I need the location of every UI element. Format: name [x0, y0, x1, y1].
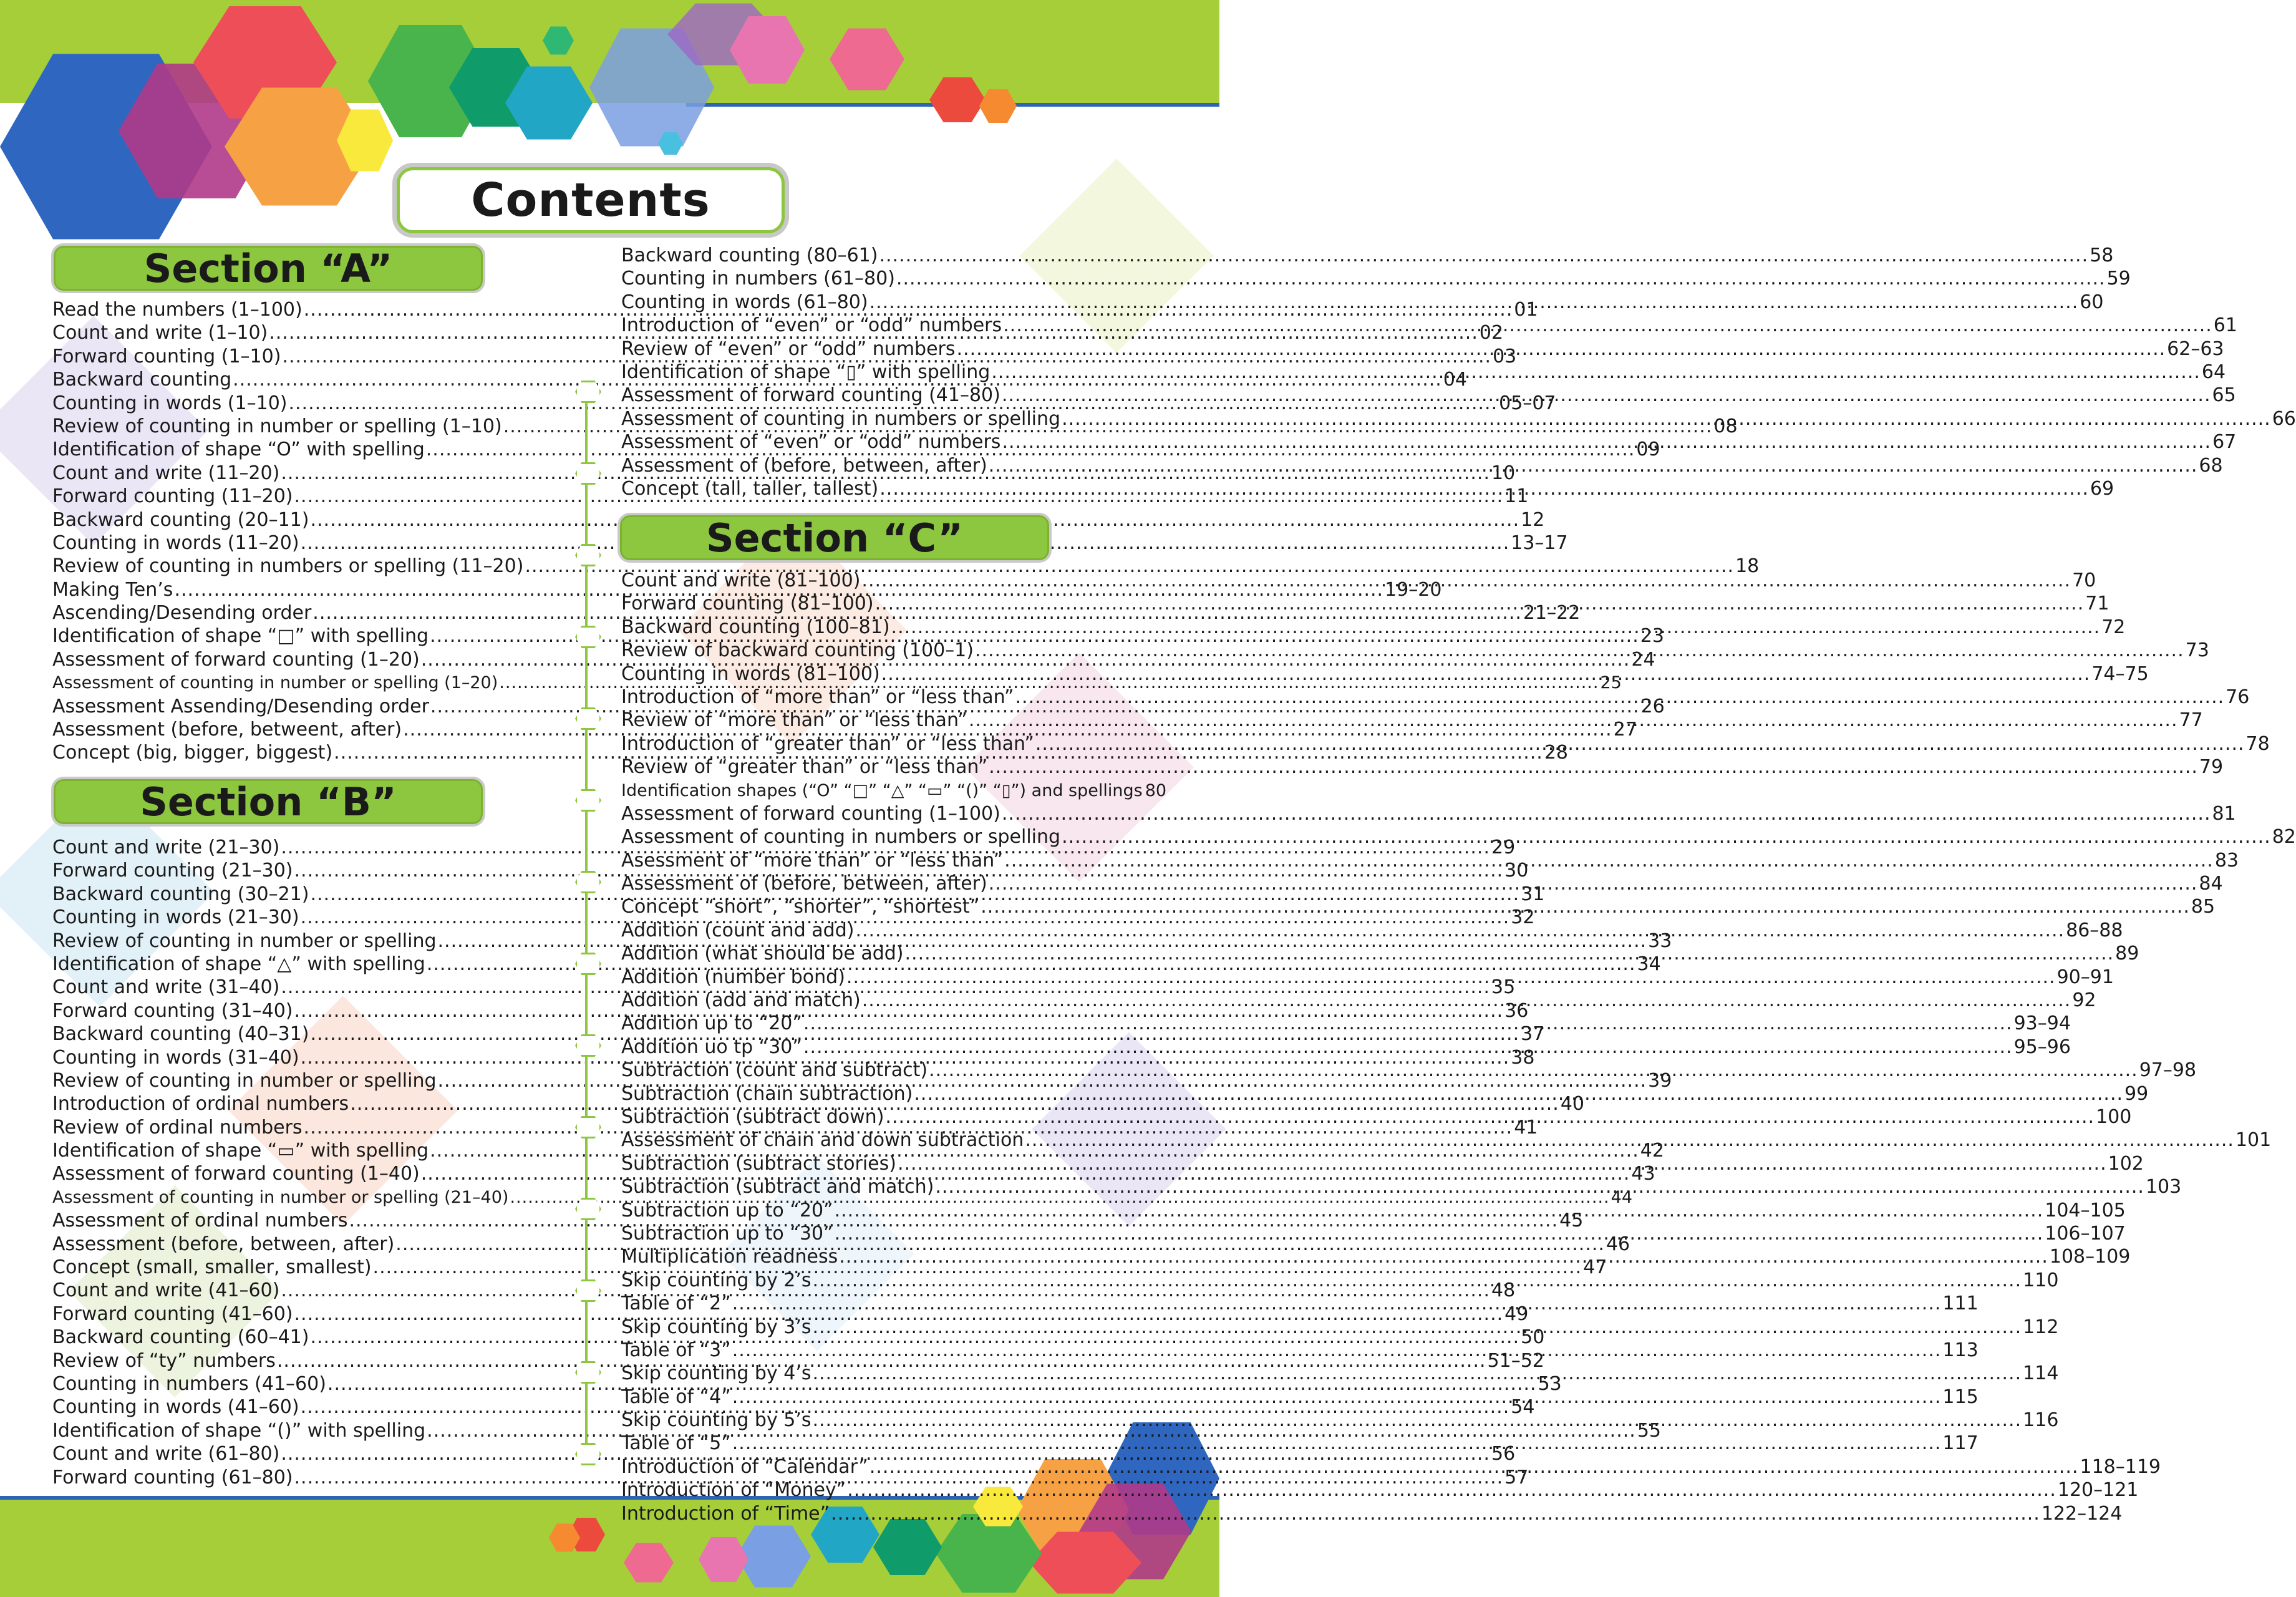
toc-entry-title: Review of counting in number or spelling	[52, 1069, 437, 1092]
toc-entry-page: 02	[1479, 322, 1504, 344]
toc-entry-page: 114	[2023, 1362, 2059, 1385]
toc-entry-page: 35	[1491, 976, 1516, 999]
toc-entry-title: Count and write (11–20)	[52, 462, 280, 484]
toc-entry-title: Subtraction up to “30”	[621, 1222, 833, 1245]
toc-leader-dots	[812, 1316, 2022, 1339]
toc-leader-dots	[861, 569, 2071, 592]
toc-leader-dots	[879, 244, 2088, 267]
toc-leader-dots	[812, 1409, 2022, 1432]
toc-leader-dots	[891, 616, 2101, 639]
toc-entry-page: 85	[2191, 896, 2216, 918]
toc-entry-title: Table of “5”	[621, 1432, 731, 1455]
toc-entry-title: Count and write (81–100)	[621, 570, 861, 591]
toc-entry-title: Assessment of forward counting (1–40)	[52, 1163, 420, 1185]
toc-leader-dots	[929, 1059, 2138, 1082]
toc-leader-dots	[835, 1222, 2044, 1245]
toc-entry-page: 60	[2080, 291, 2104, 313]
toc-entry-title: Counting in words (81–100)	[621, 663, 880, 685]
toc-entry	[621, 779, 1167, 802]
toc-entry	[621, 1478, 2139, 1502]
toc-entry-page: 116	[2023, 1409, 2059, 1432]
toc-leader-dots	[869, 1455, 2079, 1478]
toc-leader-dots	[885, 1105, 2095, 1129]
toc-entry-title: Multiplication readness	[621, 1246, 838, 1268]
toc-leader-dots	[862, 989, 2071, 1012]
toc-entry-title: Identification of shape “O” with spelling	[52, 439, 425, 461]
toc-leader-dots	[981, 895, 2190, 918]
toc-leader-dots	[847, 1478, 2056, 1502]
toc-entry-page: 59	[2106, 268, 2131, 290]
toc-entry-page: 101	[2235, 1129, 2272, 1152]
toc-entry-page: 111	[1942, 1293, 1979, 1315]
toc-entry-page: 92	[2072, 989, 2096, 1012]
toc-entry-title: Assessment of counting in number or spelling (1–20)	[52, 673, 498, 693]
toc-entry-title: Addition up to “20”	[621, 1012, 802, 1035]
section-a-banner	[51, 243, 485, 293]
toc-entry-title: Addition (number bond)	[621, 966, 845, 988]
toc-entry-title: Forward counting (31–40)	[52, 999, 293, 1022]
toc-entry-page: 51–52	[1487, 1349, 1544, 1372]
toc-entry-title: Concept (small, smaller, smallest)	[52, 1256, 372, 1279]
toc-entry-page: 47	[1583, 1256, 1607, 1279]
toc-entry-title: Counting in numbers (61–80)	[621, 268, 895, 290]
toc-entry-title: Skip counting by 4’s	[621, 1362, 811, 1385]
toc-entry-title: Review of backward counting (100–1)	[621, 639, 974, 662]
toc-entry-title: Identification of shape “△” with spelling	[52, 953, 425, 975]
toc-entry-title: Count and write (1–10)	[52, 322, 268, 344]
toc-entry-title: Count and write (21–30)	[52, 837, 280, 858]
toc-entry-page: 01	[1514, 299, 1538, 321]
toc-entry-page: 18	[1735, 555, 1760, 578]
toc-entry-title: Forward counting (21–30)	[52, 860, 293, 882]
toc-leader-dots	[957, 337, 2166, 361]
toc-entry-page: 12	[1521, 508, 1545, 531]
toc-leader-dots	[1002, 802, 2211, 825]
toc-entry-title: Concept “short”, “shorter”, “shortest”	[621, 896, 980, 918]
toc-entry-title: Identification of shape “▯” with spelling	[621, 361, 991, 383]
toc-entry-page: 67	[2212, 431, 2237, 454]
toc-entry-page: 08	[1713, 415, 1738, 437]
toc-entry-title: Asessment of “more than” or “less than”	[621, 849, 1004, 871]
toc-entry-page: 29	[1491, 837, 1516, 858]
toc-entry-title: Assessment of chain and down subtraction	[621, 1129, 1024, 1152]
toc-leader-dots	[1025, 1129, 2234, 1152]
toc-leader-dots	[989, 454, 2198, 477]
toc-leader-dots	[732, 1292, 1942, 1315]
toc-entry-title: Review of counting in numbers or spelling (11–20)	[52, 555, 524, 578]
toc-entry-page: 55	[1637, 1419, 1661, 1442]
toc-entry-page: 83	[2214, 849, 2239, 871]
toc-entry-title: Concept (big, bigger, biggest)	[52, 742, 333, 764]
toc-entry-page: 78	[2245, 732, 2270, 755]
toc-entry-page: 46	[1606, 1233, 1630, 1255]
toc-leader-dots	[898, 1152, 2107, 1175]
toc-entry-title: Table of “4”	[621, 1386, 731, 1408]
toc-leader-dots	[1004, 849, 2214, 872]
toc-entry-title: Subtraction up to “20”	[621, 1199, 833, 1221]
toc-entry-page: 09	[1636, 439, 1660, 461]
section-c-heading: Section “C”	[706, 515, 963, 561]
toc-leader-dots	[1015, 686, 2225, 709]
toc-leader-dots	[879, 477, 2089, 500]
toc-entry-page: 13–17	[1511, 532, 1568, 554]
toc-entry-page: 11	[1504, 485, 1529, 508]
toc-entry-title: Counting in words (61–80)	[621, 291, 868, 313]
toc-entry-page: 54	[1511, 1396, 1535, 1419]
toc-leader-dots	[803, 1036, 2013, 1059]
toc-entry-title: Skip counting by 3’s	[621, 1316, 811, 1338]
toc-entry-title: Backward counting (100–81)	[621, 616, 890, 638]
toc-entry-title: Count and write (61–80)	[52, 1443, 280, 1465]
toc-entry-title: Review of “more than” or “less than”	[621, 709, 967, 732]
toc-entry-page: 118–119	[2080, 1455, 2161, 1478]
toc-leader-dots	[835, 1199, 2044, 1222]
toc-entry-page: 110	[2023, 1269, 2059, 1291]
toc-leader-dots	[1035, 732, 2245, 755]
toc-entry-page: 81	[2212, 802, 2236, 825]
toc-leader-dots	[869, 291, 2079, 314]
toc-entry-page: 95–96	[2013, 1036, 2071, 1058]
toc-entry-title: Subtraction (subtract down)	[621, 1105, 884, 1128]
toc-entry-page: 68	[2199, 454, 2223, 477]
toc-entry-title: Review of ordinal numbers	[52, 1116, 303, 1138]
toc-entry-page: 76	[2226, 686, 2250, 708]
toc-entry-title: Ascending/Desending order	[52, 602, 312, 624]
toc-entry-title: Review of “greater than” or “less than”	[621, 756, 988, 779]
toc-entry-title: Backward counting (80–61)	[621, 245, 878, 266]
toc-entry-title: Introduction of “even” or “odd” numbers	[621, 314, 1002, 337]
toc-entry-title: Introduction of “more than” or “less than”	[621, 686, 1014, 708]
toc-entry-page: 72	[2101, 616, 2126, 638]
toc-entry-title: Assessment of ordinal numbers	[52, 1210, 348, 1232]
toc-entry-title: Subtraction (chain subtraction)	[621, 1082, 913, 1105]
toc-entry-page: 31	[1521, 883, 1545, 905]
toc-entry-page: 42	[1640, 1140, 1664, 1162]
toc-entry-title: Assessment of (before, between, after)	[621, 454, 987, 477]
toc-leader-dots	[732, 1432, 1942, 1455]
toc-leader-dots	[1002, 430, 2211, 454]
toc-leader-dots	[989, 755, 2198, 779]
toc-entry-title: Skip counting by 2’s	[621, 1269, 811, 1291]
toc-entry-page: 66	[2272, 407, 2296, 430]
section-b-heading: Section “B”	[140, 779, 397, 825]
contents-title-box	[397, 167, 785, 233]
toc-entry-title: Forward counting (81–100)	[621, 593, 874, 615]
toc-entry-title: Count and write (41–60)	[52, 1279, 280, 1302]
toc-entry	[621, 267, 2131, 290]
toc-leader-dots	[969, 709, 2178, 732]
toc-entry-title: Addition (what should be add)	[621, 943, 904, 965]
toc-entry-title: Introduction of “Time”	[621, 1502, 830, 1525]
toc-entry-title: Introduction of “Money”	[621, 1479, 846, 1502]
toc-entry-page: 25	[1600, 673, 1622, 693]
toc-entry-page: 39	[1648, 1069, 1672, 1092]
toc-entry	[52, 555, 1760, 578]
toc-entry-page: 23	[1640, 625, 1664, 648]
toc-entry-page: 100	[2096, 1105, 2132, 1128]
toc-entry-title: Backward counting (60–41)	[52, 1326, 309, 1349]
toc-entry-page: 62–63	[2167, 337, 2224, 360]
toc-entry-title: Forward counting (61–80)	[52, 1466, 293, 1488]
toc-entry-page: 43	[1631, 1163, 1655, 1185]
toc-entry-page: 28	[1544, 742, 1568, 764]
toc-entry-page: 90–91	[2056, 966, 2114, 988]
section-a-heading: Section “A”	[143, 245, 393, 291]
toc-entry-page: 49	[1504, 1303, 1529, 1325]
toc-entry-page: 86–88	[2066, 919, 2123, 941]
toc-entry-page: 65	[2212, 384, 2236, 407]
toc-entry-page: 82	[2272, 826, 2296, 848]
toc-entry-title: Assessment Assending/Desending order	[52, 695, 429, 717]
toc-entry-title: Assessment (before, betweent, after)	[52, 719, 402, 741]
toc-leader-dots	[803, 1012, 2013, 1035]
toc-entry-page: 79	[2199, 756, 2224, 779]
toc-entry-title: Assessment of (before, between, after)	[621, 873, 987, 895]
toc-leader-dots	[935, 1175, 2144, 1198]
toc-entry-page: 106–107	[2045, 1222, 2126, 1245]
toc-leader-dots	[875, 592, 2085, 615]
toc-entry-page: 122–124	[2041, 1502, 2123, 1525]
toc-entry-page: 05–07	[1499, 392, 1556, 414]
toc-entry-page: 93–94	[2013, 1012, 2071, 1035]
toc-entry-title: Assessment of counting in numbers or spelling	[621, 407, 1061, 430]
toc-leader-dots	[1062, 407, 2271, 430]
toc-entry-page: 120–121	[2057, 1479, 2139, 1502]
toc-entry-page: 19–20	[1385, 578, 1442, 601]
toc-entry-title: Count and write (31–40)	[52, 976, 280, 999]
toc-leader-dots	[839, 1245, 2048, 1268]
toc-entry-page: 117	[1942, 1432, 1979, 1455]
toc-entry-page: 26	[1640, 695, 1665, 717]
toc-leader-dots	[812, 1362, 2022, 1385]
toc-entry-page: 53	[1538, 1372, 1562, 1395]
toc-entry-page: 40	[1560, 1093, 1585, 1115]
toc-leader-dots	[896, 267, 2106, 290]
toc-entry-title: Assessment (before, between, after)	[52, 1233, 395, 1255]
toc-entry-page: 104–105	[2045, 1199, 2126, 1221]
toc-entry-page: 102	[2108, 1152, 2144, 1175]
toc-entry-title: Forward counting (1–10)	[52, 345, 281, 367]
toc-entry-title: Table of “3”	[621, 1339, 731, 1361]
toc-entry-page: 10	[1491, 462, 1516, 484]
toc-entry-title: Identification of shape “□” with spelling	[52, 625, 429, 648]
toc-entry-page: 03	[1493, 345, 1517, 367]
toc-entry-title: Subtraction (subtract and match)	[621, 1176, 934, 1198]
toc-leader-dots	[975, 639, 2184, 662]
toc-entry-title: Review of “ty” numbers	[52, 1349, 276, 1372]
toc-entry-title: Addition (count and add)	[621, 919, 855, 941]
toc-entry-title: Assessment of counting in numbers or spelling	[621, 826, 1061, 848]
toc-entry-page: 108–109	[2049, 1246, 2131, 1268]
toc-leader-dots	[1062, 825, 2271, 848]
toc-leader-dots	[989, 872, 2198, 895]
toc-entry-title: Introduction of ordinal numbers	[52, 1093, 349, 1115]
toc-entry-page: 115	[1942, 1386, 1979, 1408]
toc-entry-page: 57	[1504, 1466, 1529, 1488]
toc-entry-title: Skip counting by 5’s	[621, 1409, 811, 1432]
toc-entry-page: 77	[2179, 709, 2203, 732]
toc-entry-page: 99	[2124, 1082, 2149, 1105]
toc-leader-dots	[812, 1269, 2022, 1292]
toc-entry-title: Addition (add and match)	[621, 989, 861, 1012]
toc-entry-title: Backward counting (40–31)	[52, 1023, 309, 1046]
toc-entry-title: Counting in words (21–30)	[52, 906, 299, 929]
toc-entry-page: 89	[2115, 943, 2139, 965]
toc-entry-page: 71	[2085, 593, 2110, 615]
toc-leader-dots	[855, 919, 2065, 942]
page-title: Contents	[471, 173, 710, 227]
toc-entry-page: 32	[1511, 906, 1535, 929]
toc-entry-title: Identification of shape “▭” with spelling	[52, 1140, 429, 1162]
toc-entry-title: Subtraction (count and subtract)	[621, 1059, 928, 1082]
toc-entry-page: 36	[1504, 999, 1529, 1022]
toc-entry-title: Counting in words (1–10)	[52, 392, 288, 414]
toc-entry-page: 64	[2201, 361, 2226, 383]
toc-entry-title: Counting in words (41–60)	[52, 1396, 299, 1419]
toc-entry-title: Assessment of “even” or “odd” numbers	[621, 431, 1001, 454]
toc-leader-dots	[914, 1082, 2123, 1105]
toc-entry-page: 70	[2072, 570, 2096, 591]
toc-leader-dots	[831, 1502, 2040, 1525]
toc-entry-title: Counting in numbers (41–60)	[52, 1372, 326, 1395]
toc-entry	[621, 1502, 2123, 1525]
toc-entry-title: Concept (tall, taller, tallest)	[621, 477, 879, 500]
toc-entry-title: Introduction of “Calendar”	[621, 1455, 868, 1478]
toc-entry-page: 103	[2145, 1176, 2182, 1198]
toc-entry-page: 97–98	[2139, 1059, 2197, 1082]
toc-entry	[621, 755, 2224, 779]
toc-entry-title: Counting in words (31–40)	[52, 1046, 299, 1069]
toc-entry-page: 37	[1521, 1023, 1545, 1046]
toc-entry-title: Assessment of forward counting (1–20)	[52, 648, 420, 671]
toc-entry-page: 21–22	[1523, 602, 1581, 624]
toc-entry	[621, 244, 2114, 267]
toc-entry-page: 27	[1613, 719, 1637, 741]
toc-entry-title: Addition uo tp “30”	[621, 1036, 802, 1058]
toc-entry-title: Forward counting (41–60)	[52, 1303, 293, 1325]
toc-entry-page: 45	[1559, 1210, 1584, 1232]
toc-entry-title: Assessment of forward counting (41–80)	[621, 384, 1000, 407]
toc-entry-title: Introduction of “greater than” or “less than”	[621, 732, 1034, 755]
toc-leader-dots	[732, 1339, 1942, 1362]
toc-entry-title: Backward counting	[52, 369, 232, 391]
toc-entry-page: 61	[2213, 314, 2237, 337]
section-c-banner	[618, 513, 1052, 563]
toc-entry-title: Subtraction (subtract stories)	[621, 1152, 896, 1175]
toc-entry-title: Review of “even” or “odd” numbers	[621, 337, 956, 360]
toc-entry-title: Making Ten’s	[52, 578, 173, 601]
toc-entry-page: 04	[1443, 369, 1468, 391]
toc-entry-page: 33	[1648, 930, 1672, 952]
toc-entry-title: Table of “2”	[621, 1293, 731, 1315]
toc-entry-title: Identification of shape “()” with spelling	[52, 1419, 426, 1442]
toc-leader-dots	[732, 1386, 1942, 1409]
toc-entry-page: 74–75	[2091, 663, 2149, 685]
toc-entry-title: Backward counting (30–21)	[52, 883, 309, 905]
toc-entry-page: 41	[1514, 1116, 1538, 1138]
toc-entry	[52, 508, 1545, 532]
toc-entry-page: 113	[1942, 1339, 1979, 1361]
toc-entry-page: 80	[1145, 780, 1167, 800]
toc-entry-title: Forward counting (11–20)	[52, 485, 293, 508]
toc-entry-title: Identification shapes (“O” “□” “△” “▭” “()” “▯”) and spellings	[621, 780, 1143, 800]
toc-entry-page: 24	[1631, 648, 1655, 671]
toc-leader-dots	[846, 966, 2056, 989]
toc-entry-title: Review of counting in number or spelling (1–10)	[52, 415, 502, 437]
toc-leader-dots	[1002, 384, 2211, 407]
toc-leader-dots	[881, 663, 2091, 686]
section-b-banner	[51, 777, 485, 827]
toc-entry-page: 30	[1504, 860, 1529, 882]
toc-entry-title: Counting in words (11–20)	[52, 532, 299, 554]
toc-entry-page: 34	[1637, 953, 1661, 975]
toc-entry-page: 38	[1511, 1046, 1535, 1069]
toc-entry-title: Backward counting (20–11)	[52, 508, 309, 531]
toc-entry-page: 58	[2090, 245, 2114, 266]
toc-entry-title: Assessment of counting in number or spelling (21–40)	[52, 1187, 509, 1207]
toc-entry-page: 112	[2023, 1316, 2059, 1338]
toc-entry-page: 84	[2199, 873, 2223, 895]
toc-leader-dots	[1003, 314, 2212, 337]
toc-entry-page: 69	[2090, 477, 2114, 500]
toc-entry-title: Assessment of forward counting (1–100)	[621, 802, 1000, 825]
toc-entry-title: Read the numbers (1–100)	[52, 299, 303, 321]
toc-entry-title: Review of counting in number or spelling	[52, 930, 437, 952]
toc-leader-dots	[991, 361, 2201, 384]
toc-entry-page: 48	[1491, 1279, 1516, 1302]
toc-leader-dots	[905, 942, 2114, 965]
toc-entry	[621, 802, 2236, 825]
toc-entry-page: 50	[1521, 1326, 1545, 1349]
toc-entry-page: 56	[1491, 1443, 1516, 1465]
toc-entry-page: 44	[1611, 1187, 1632, 1207]
toc-entry-page: 73	[2185, 639, 2209, 662]
